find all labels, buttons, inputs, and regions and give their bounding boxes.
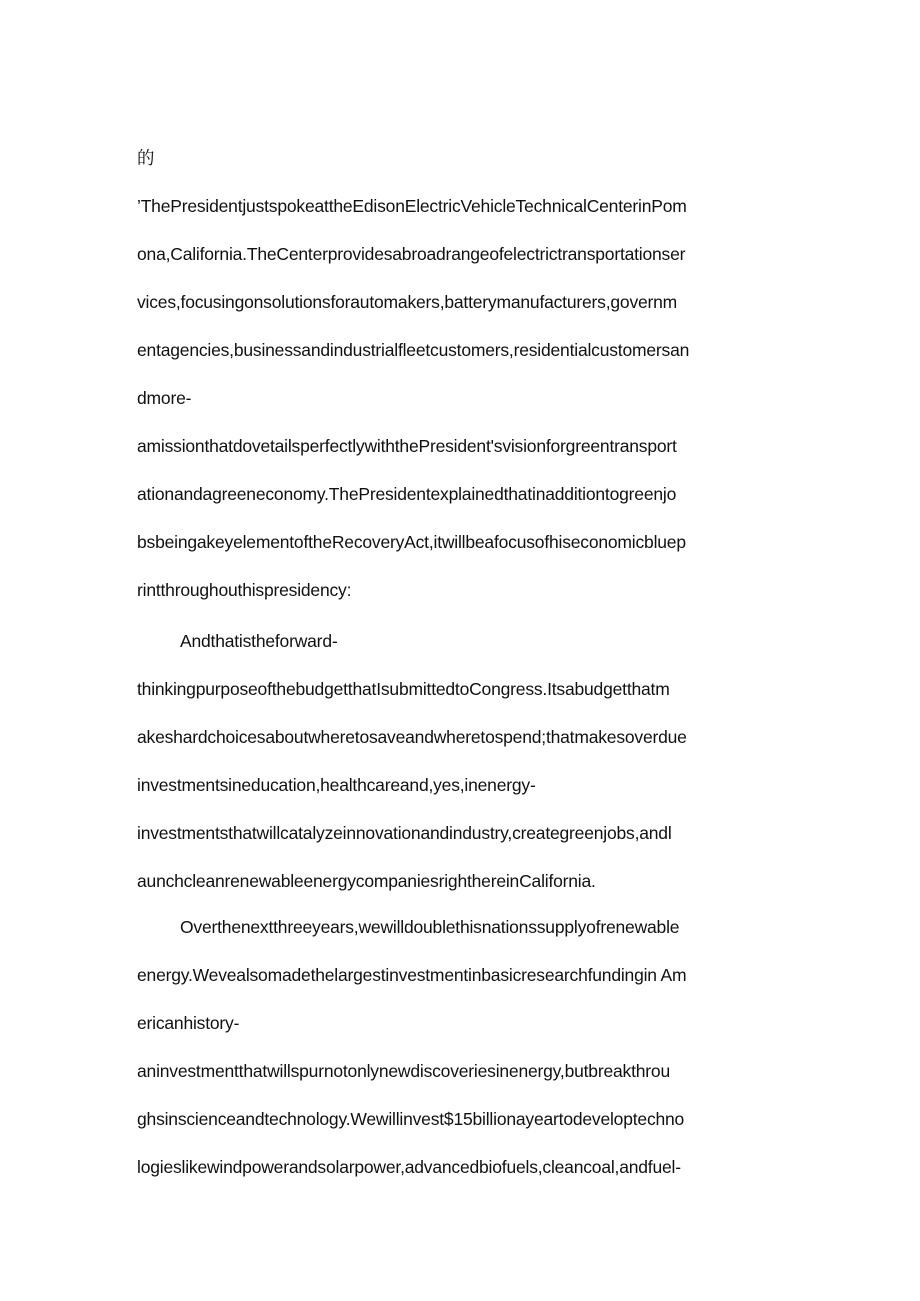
- text-line: Andthatistheforward-: [180, 631, 338, 651]
- text-line: entagencies,businessandindustrialfleetcustomers,residentialcustomersan: [137, 340, 690, 360]
- text-line: amissionthatdovetailsperfectlywiththePresident'svisionforgreentransport: [137, 436, 677, 456]
- text-line: vices,focusingonsolutionsforautomakers,batterymanufacturers,governm: [137, 292, 678, 312]
- text-line: akeshardchoicesaboutwheretosaveandwheretospend;thatmakesoverdue: [137, 727, 687, 747]
- text-line: energy.Wevealsomadethelargestinvestmentinbasicresearchfundingin Am: [137, 965, 687, 985]
- text-line: ationandagreeneconomy.ThePresidentexplainedthatinadditiontogreenjo: [137, 484, 677, 504]
- text-line: ericanhistory-: [137, 1013, 240, 1033]
- text-line: ghsinscienceandtechnology.Wewillinvest$15billionayeartodeveloptechno: [137, 1109, 685, 1129]
- text-line: dmore-: [137, 388, 192, 408]
- text-line: investmentsineducation,healthcareand,yes,inenergy-: [137, 775, 536, 795]
- text-line: ona,California.TheCenterprovidesabroadrangeofelectrictransportationser: [137, 244, 686, 264]
- text-line: bsbeingakeyelementoftheRecoveryAct,itwillbeafocusofhiseconomicbluep: [137, 532, 686, 552]
- text-line: thinkingpurposeofthebudgetthatIsubmittedtoCongress.Itsabudgetthatm: [137, 679, 670, 699]
- text-line: 的: [137, 148, 155, 168]
- text-line: aunchcleanrenewableenergycompaniesrighthereinCalifornia.: [137, 871, 596, 891]
- text-line: investmentsthatwillcatalyzeinnovationandindustry,creategreenjobs,andl: [137, 823, 672, 843]
- text-line: aninvestmentthatwillspurnotonlynewdiscoveriesinenergy,butbreakthrou: [137, 1061, 670, 1081]
- text-line: rintthroughouthispresidency:: [137, 580, 352, 600]
- text-line: ’ThePresidentjustspokeattheEdisonElectricVehicleTechnicalCenterinPom: [137, 196, 687, 216]
- text-line: logieslikewindpowerandsolarpower,advancedbiofuels,cleancoal,andfuel-: [137, 1157, 681, 1177]
- text-line: Overthenextthreeyears,wewilldoublethisnationssupplyofrenewable: [180, 917, 680, 937]
